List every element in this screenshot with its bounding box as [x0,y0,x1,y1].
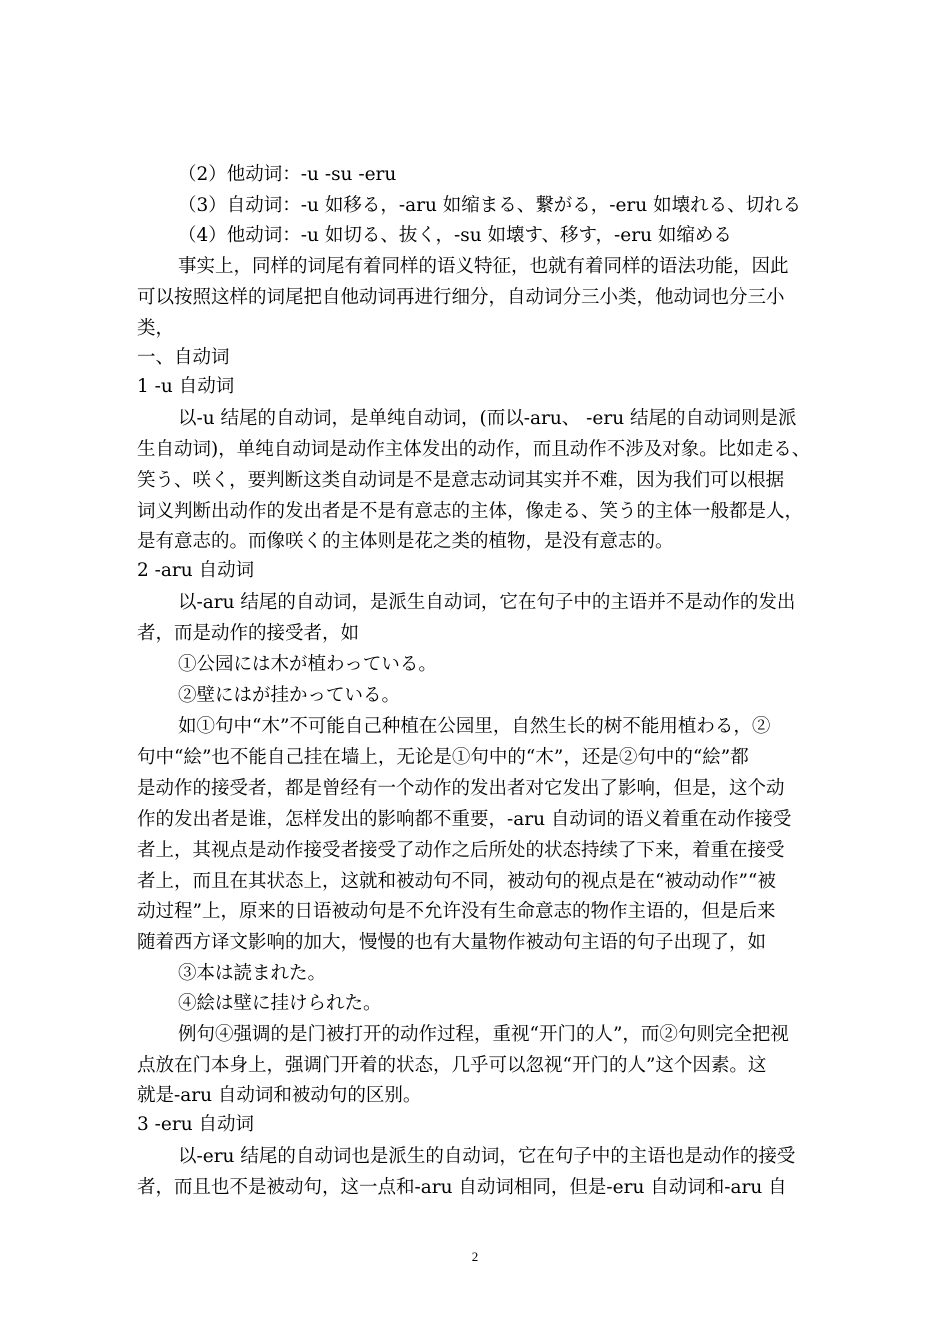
paragraph-line: 就是-aru 自动词和被动句的区别。 [137,1085,422,1106]
paragraph-line: 如①句中“木”不可能自己种植在公园里，自然生长的树不能用植わる，② [178,716,771,737]
paragraph-line: 以-aru 结尾的自动词，是派生自动词，它在句子中的主语并不是动作的发出 [178,592,796,613]
list-item: （4）他动词：-u 如切る、抜く，-su 如壊す、移す，-eru 如缩める [178,225,732,246]
paragraph-line: 者上，其视点是动作接受者接受了动作之后所处的状态持续了下来，着重在接受 [137,840,785,861]
paragraph-line: 作的发出者是谁，怎样发出的影响都不重要，-aru 自动词的语义着重在动作接受 [137,809,792,830]
paragraph-line: 者，而且也不是被动句，这一点和-aru 自动词相同，但是-eru 自动词和-aru 自 [137,1177,787,1198]
page-number: 2 [471,1249,479,1264]
example-sentence: ④絵は壁に挂けられた。 [178,993,382,1014]
paragraph-line: 例句④强调的是门被打开的动作过程，重视“开门的人”，而②句则完全把视 [178,1024,789,1045]
paragraph-line: 句中“絵”也不能自己挂在墙上，无论是①句中的“木”，还是②句中的“絵”都 [137,747,749,768]
paragraph-line: 点放在门本身上，强调门开着的状态，几乎可以忽视“开门的人”这个因素。这 [137,1055,767,1076]
paragraph-line: 者，而是动作的接受者，如 [137,623,360,644]
paragraph-line: 是有意志的。而像咲く的主体则是花之类的植物，是没有意志的。 [137,531,674,552]
paragraph-line: 以-eru 结尾的自动词也是派生的自动词，它在句子中的主语也是动作的接受 [178,1146,796,1167]
paragraph-line: 动过程”上，原来的日语被动句是不允许没有生命意志的物作主语的，但是后来 [137,901,776,922]
paragraph-line: 可以按照这样的词尾把自他动词再进行细分，自动词分三小类，他动词也分三小 [137,287,785,308]
paragraph-line: 是动作的接受者，都是曾经有一个动作的发出者对它发出了影响，但是，这个动 [137,778,785,799]
paragraph-line: 以-u 结尾的自动词，是单纯自动词，(而以-aru、 -eru 结尾的自动词则是派 [178,408,797,429]
paragraph-line: 事实上，同样的词尾有着同样的语义特征，也就有着同样的语法功能，因此 [178,256,789,277]
subsection-heading: 2 -aru 自动词 [137,560,255,581]
paragraph-line: 生自动词)，单纯自动词是动作主体发出的动作，而且动作不涉及对象。比如走る、 [137,439,811,460]
example-sentence: ③本は読まれた。 [178,963,327,984]
subsection-heading: 3 -eru 自动词 [137,1114,254,1135]
example-sentence: ②壁にはが挂かっている。 [178,685,401,706]
paragraph-line: 词义判断出动作的发出者是不是有意志的主体，像走る、笑う的主体一般都是人， [137,501,804,522]
list-item: （3）自动词：-u 如移る，-aru 如缩まる、繋がる，-eru 如壊れる、切れる [178,195,802,216]
paragraph-line: 类， [137,318,175,339]
subsection-heading: 1 -u 自动词 [137,376,235,397]
paragraph-line: 者上，而且在其状态上，这就和被动句不同，被动句的视点是在“被动动作”“被 [137,871,776,892]
example-sentence: ①公园には木が植わっている。 [178,654,437,675]
paragraph-line: 笑う、咲く，要判断这类自动词是不是意志动词其实并不难，因为我们可以根据 [137,470,785,491]
paragraph-line: 随着西方译文影响的加大，慢慢的也有大量物作被动句主语的句子出现了，如 [137,932,767,953]
list-item: （2）他动词：-u -su -eru [178,164,397,185]
section-heading: 一、自动词 [137,347,230,368]
